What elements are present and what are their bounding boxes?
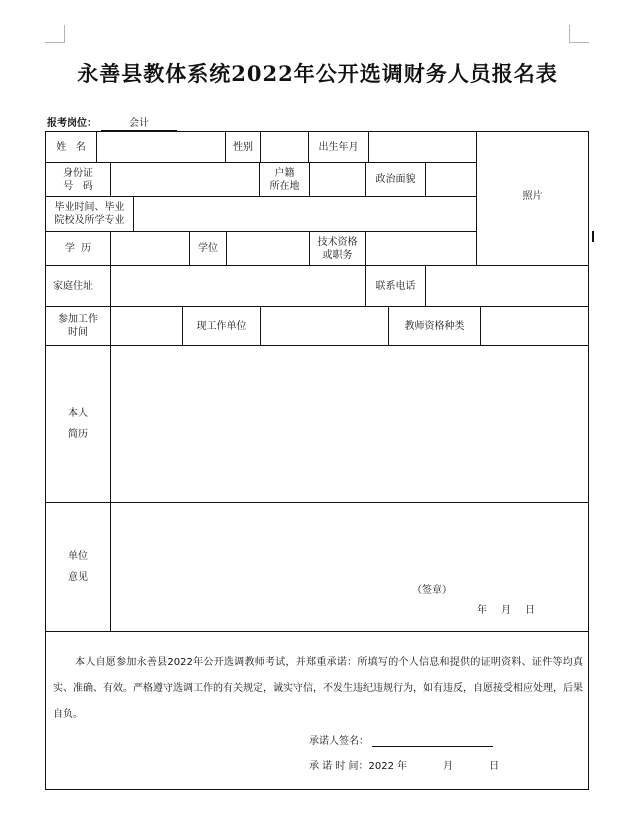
applied-position-value[interactable]: 会计	[101, 114, 177, 131]
signature-label: 承诺人签名：	[309, 736, 369, 747]
photo-label: 照片	[522, 191, 543, 202]
text-cursor	[592, 231, 594, 242]
teacher-qual-label: 教师资格种类	[388, 306, 481, 346]
applied-position	[47, 114, 177, 131]
resume-field[interactable]	[110, 345, 589, 503]
stamp-label: （签章）	[412, 585, 452, 596]
phone-label: 联系电话	[365, 265, 426, 307]
resume-label: 本人 简历	[45, 345, 111, 503]
birth-field[interactable]	[368, 131, 477, 163]
month-label: 月	[501, 605, 511, 616]
hukou-label: 户籍 所在地	[259, 162, 310, 197]
work-start-label: 参加工作 时间	[45, 306, 111, 346]
year-label: 年	[477, 605, 487, 616]
id-label: 身份证 号 码	[45, 162, 111, 197]
political-field[interactable]	[425, 162, 477, 197]
address-field[interactable]	[110, 265, 366, 307]
id-field[interactable]	[110, 162, 260, 197]
signature-line[interactable]	[372, 735, 493, 747]
commit-date	[309, 757, 507, 772]
applied-position-label: 报考岗位：	[47, 118, 97, 129]
teacher-qual-field[interactable]	[480, 306, 589, 346]
crop-mark	[569, 25, 570, 43]
commit-month-label: 月	[443, 761, 454, 772]
tech-qual-label: 技术资格 或职务	[309, 231, 366, 266]
name-label: 姓 名	[45, 131, 97, 163]
crop-mark	[45, 42, 65, 43]
opinion-date	[477, 601, 549, 616]
commit-date-label: 承 诺 时 间：2022 年	[309, 761, 408, 772]
signature-row	[309, 732, 493, 747]
graduation-field[interactable]	[133, 196, 477, 232]
graduation-label: 毕业时间、毕业 院校及所学专业	[45, 196, 134, 232]
employer-field[interactable]	[260, 306, 389, 346]
day-label: 日	[525, 605, 535, 616]
phone-field[interactable]	[425, 265, 589, 307]
work-start-field[interactable]	[110, 306, 183, 346]
name-field[interactable]	[96, 131, 226, 163]
crop-mark	[569, 42, 589, 43]
crop-mark	[64, 25, 65, 43]
political-label: 政治面貌	[365, 162, 426, 197]
degree-label: 学位	[189, 231, 227, 266]
unit-opinion-label: 单位 意见	[45, 502, 111, 632]
degree-field[interactable]	[226, 231, 310, 266]
photo-box[interactable]	[476, 131, 589, 266]
hukou-field[interactable]	[309, 162, 366, 197]
commit-day-label: 日	[489, 761, 500, 772]
gender-label: 性别	[225, 131, 261, 163]
address-label: 家庭住址	[45, 265, 111, 307]
form-title: 永善县教体系统2022年公开选调财务人员报名表	[77, 61, 558, 86]
gender-field[interactable]	[260, 131, 309, 163]
birth-label: 出生年月	[308, 131, 369, 163]
employer-label: 现工作单位	[182, 306, 261, 346]
declaration-text: 本人自愿参加永善县2022年公开选调教师考试，并郑重承诺：所填写的个人信息和提供的证明资料、证件等均真实、准确、有效。严格遵守选调工作的有关规定，诚实守信，不发生违纪违规行为，如有违反，自愿接受相应处理，后果自负。	[53, 657, 583, 720]
education-label: 学 历	[45, 231, 111, 266]
education-field[interactable]	[110, 231, 190, 266]
tech-qual-field[interactable]	[365, 231, 477, 266]
